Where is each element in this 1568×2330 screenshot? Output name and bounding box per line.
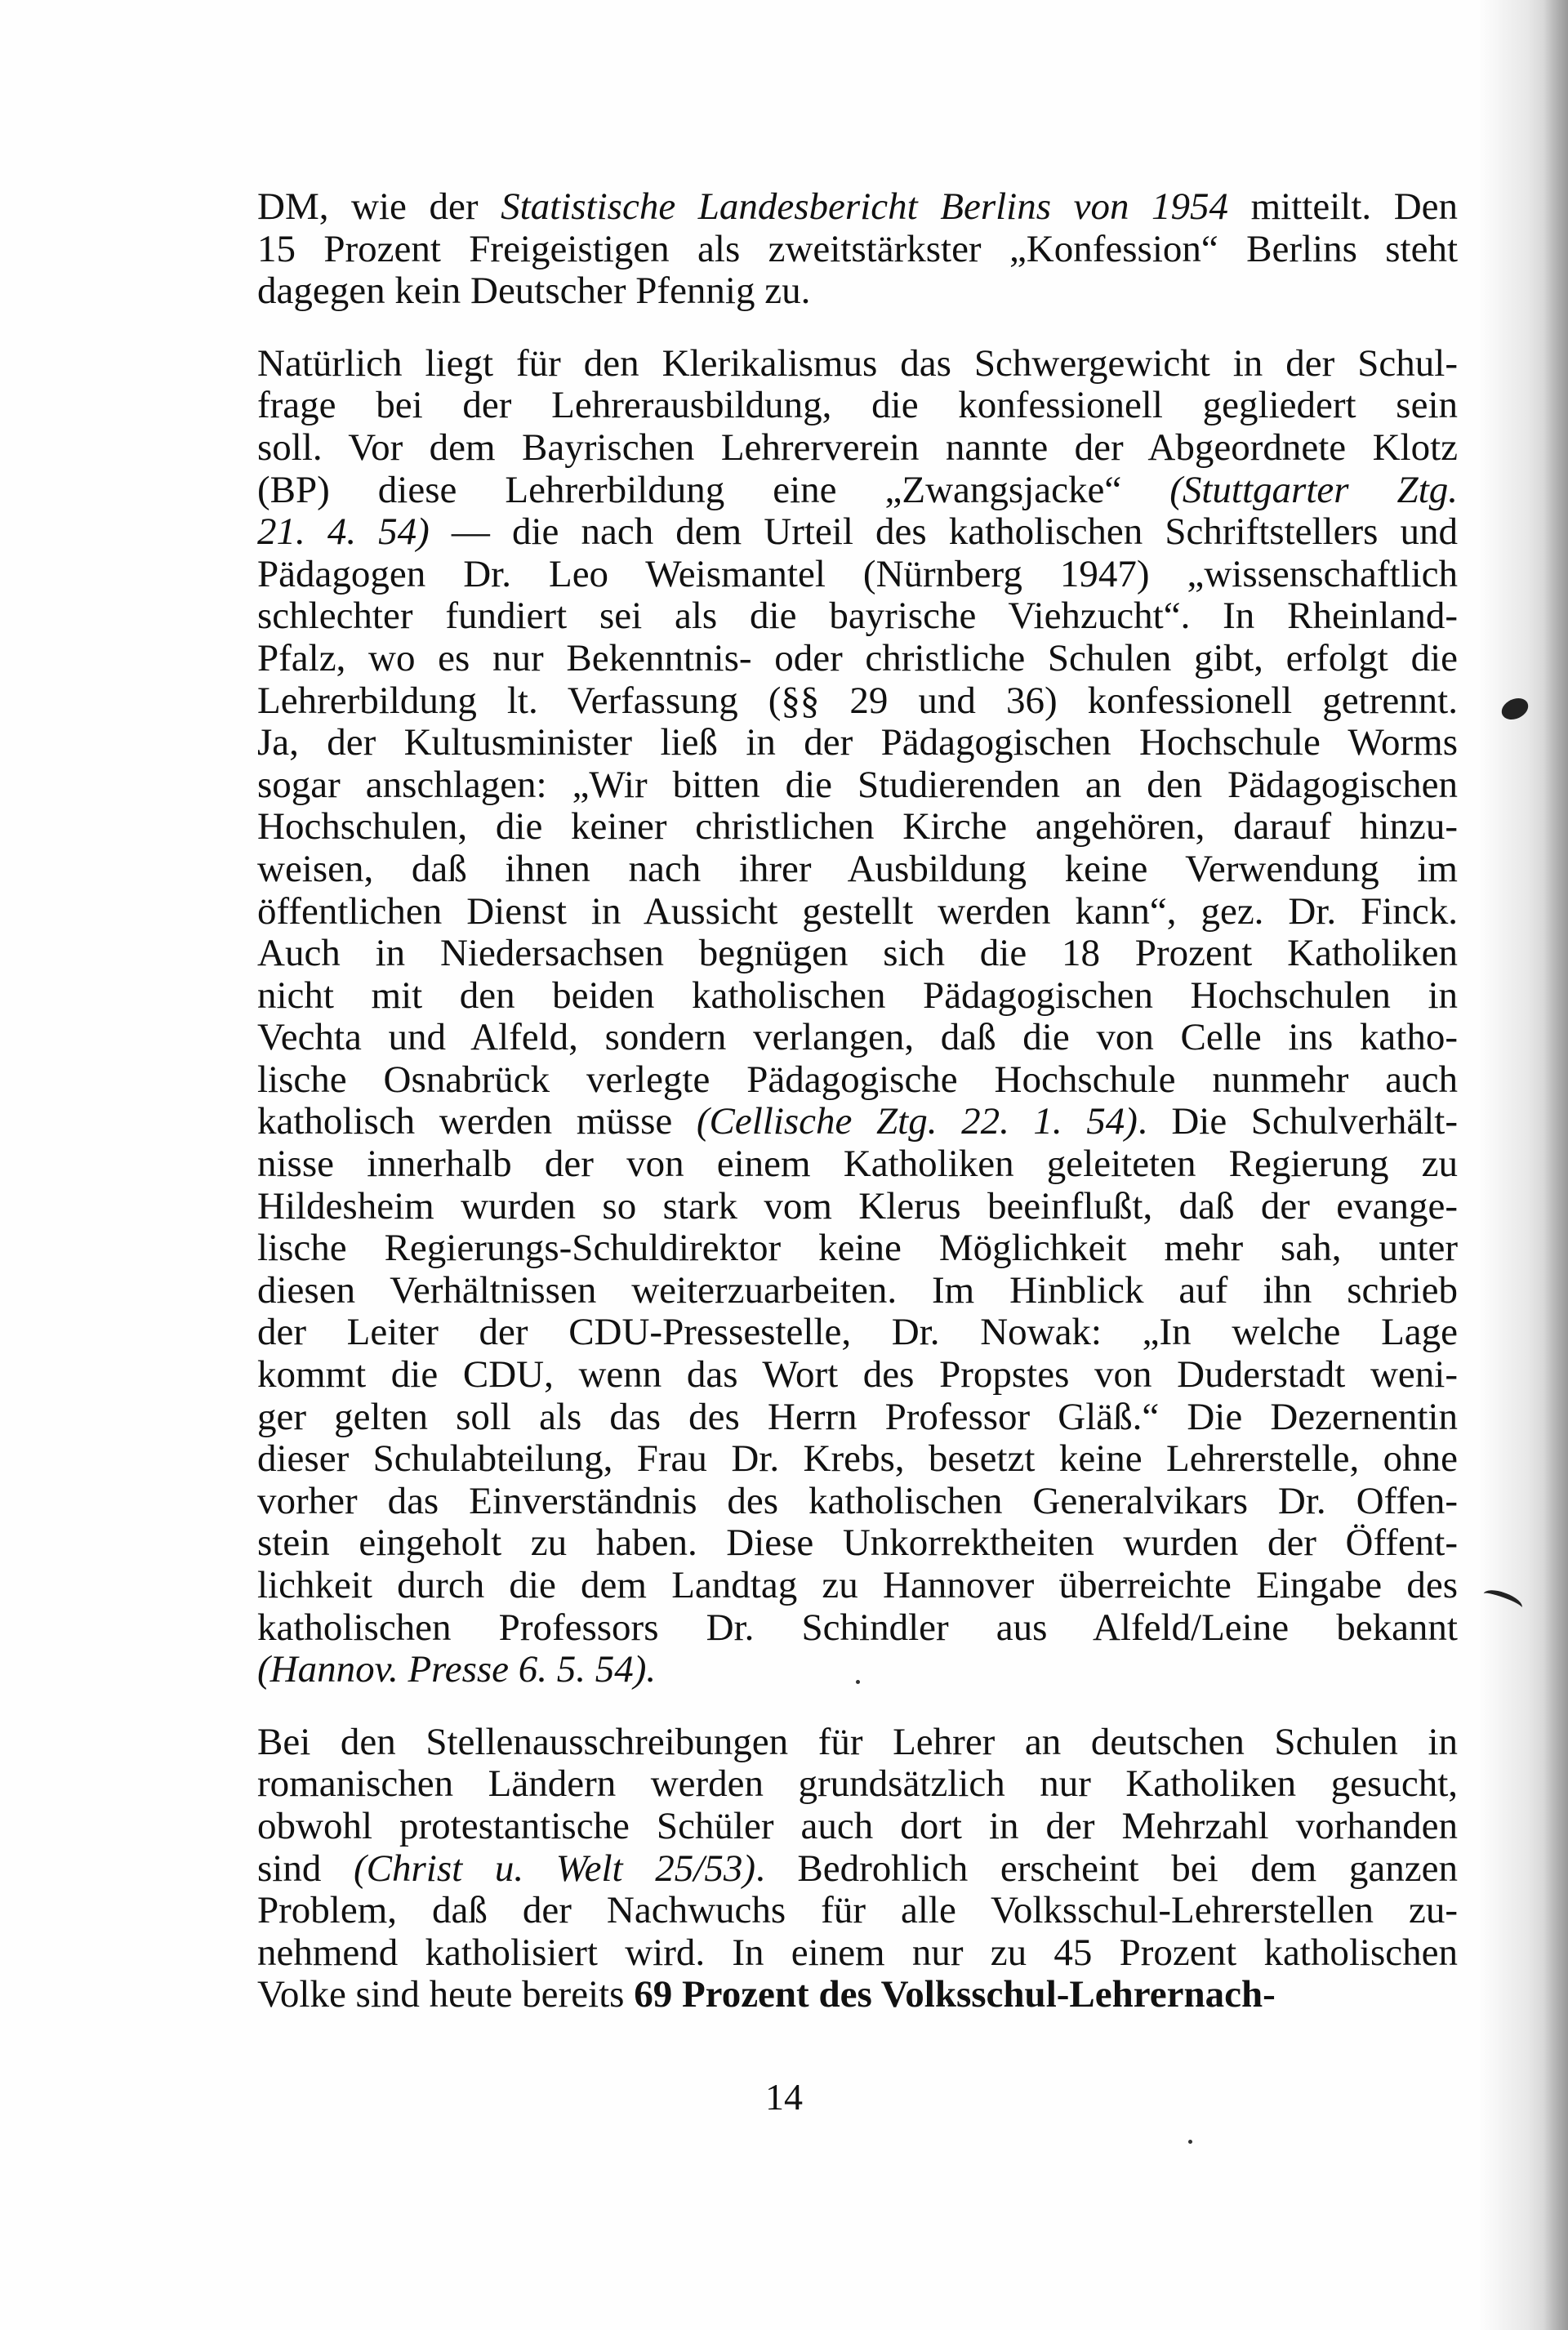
- text-line: [257, 343, 1458, 385]
- text-line: [257, 1017, 1458, 1059]
- text-segment: lische Osnabrück verlegte Pädagogische Hochschule nunmehr auch: [257, 1058, 1458, 1101]
- text-line: [257, 1890, 1458, 1932]
- text-line: [257, 1438, 1458, 1481]
- italic-text: 21. 4. 54): [257, 510, 430, 554]
- body-text: [257, 186, 1458, 2016]
- text-segment: nicht mit den beiden katholischen Pädagogischen Hochschulen in: [257, 973, 1458, 1017]
- italic-text: (Cellische Ztg. 22. 1. 54): [696, 1100, 1138, 1143]
- text-line: [257, 1481, 1458, 1523]
- text-segment: Pfalz, wo es nur Bekenntnis- oder christliche Schulen gibt, erfolgt die: [257, 636, 1458, 679]
- text-line: [257, 1186, 1458, 1228]
- text-segment: sogar anschlagen: „Wir bitten die Studierenden an den Pädagogischen: [257, 763, 1458, 806]
- text-line: [257, 1270, 1458, 1312]
- text-segment: der Leiter der CDU-Pressestelle, Dr. Nowak: „In welche Lage: [257, 1311, 1458, 1354]
- bold-text: 69 Prozent des Volksschul-Lehrernach-: [634, 1973, 1276, 2016]
- text-segment: Natürlich liegt für den Klerikalismus das Schwergewicht in der Schul-: [257, 341, 1458, 385]
- text-line: [257, 1806, 1458, 1848]
- text-segment: dieser Schulabteilung, Frau Dr. Krebs, besetzt keine Lehrerstelle, ohne: [257, 1437, 1458, 1481]
- text-line: [257, 427, 1458, 470]
- text-line: [257, 1932, 1458, 1975]
- text-segment: . Die Schulverhält-: [1137, 1100, 1458, 1143]
- text-line: [257, 1101, 1458, 1143]
- text-line: [257, 722, 1458, 764]
- text-line: [257, 1354, 1458, 1397]
- text-segment: romanischen Ländern werden grundsätzlich nur Katholiken gesucht,: [257, 1762, 1458, 1806]
- text-segment: Problem, daß der Nachwuchs für alle Volksschul-Lehrerstellen zu-: [257, 1889, 1458, 1932]
- text-segment: Vechta und Alfeld, sondern verlangen, daß die von Celle ins katho-: [257, 1016, 1458, 1059]
- text-line: [257, 511, 1458, 554]
- text-line: [257, 680, 1458, 723]
- text-line: [257, 933, 1458, 975]
- text-segment: . Bedrohlich erscheint bei dem ganzen: [755, 1847, 1458, 1890]
- text-segment: nisse innerhalb der von einem Katholiken geleiteten Regierung zu: [257, 1143, 1458, 1186]
- text-segment: obwohl protestantische Schüler auch dort in der Mehrzahl vorhanden: [257, 1804, 1458, 1847]
- paragraph: [257, 343, 1458, 1691]
- text-segment: weisen, daß ihnen nach ihrer Ausbildung keine Verwendung im: [257, 847, 1458, 890]
- text-segment: Hildesheim wurden so stark vom Klerus beeinflußt, daß der evange-: [257, 1184, 1458, 1227]
- text-line: [257, 1607, 1458, 1650]
- text-segment: frage bei der Lehrerausbildung, die konfessionell gegliedert sein: [257, 384, 1458, 427]
- text-line: [257, 1763, 1458, 1806]
- text-segment: 15 Prozent Freigeistigen als zweitstärkster „Konfession“ Berlins steht: [257, 227, 1458, 270]
- text-segment: katholisch werden müsse: [257, 1100, 697, 1143]
- text-line: [257, 1227, 1458, 1270]
- text-line: [257, 1649, 1458, 1691]
- text-line: [257, 638, 1458, 680]
- text-segment: lichkeit durch die dem Landtag zu Hannover überreichte Eingabe des: [257, 1564, 1458, 1606]
- text-line: [257, 270, 1458, 313]
- text-segment: lische Regierungs-Schuldirektor keine Möglichkeit mehr sah, unter: [257, 1227, 1458, 1270]
- text-line: [257, 186, 1458, 229]
- italic-text: (Stuttgarter Ztg.: [1169, 468, 1459, 511]
- italic-text: (Christ u. Welt 25/53): [354, 1847, 755, 1890]
- paragraph: [257, 1722, 1458, 2016]
- text-segment: nehmend katholisiert wird. In einem nur zu 45 Prozent katholischen: [257, 1931, 1458, 1974]
- text-segment: Volke sind heute bereits: [257, 1973, 635, 2016]
- text-line: [257, 554, 1458, 596]
- page-edge-dark: [1544, 0, 1568, 2330]
- paragraph: [257, 186, 1458, 313]
- text-line: [257, 470, 1458, 512]
- text-segment: (BP) diese Lehrerbildung eine „Zwangsjacke“: [257, 468, 1170, 511]
- scan-speck: [1188, 2140, 1192, 2144]
- text-line: [257, 806, 1458, 849]
- text-segment: diesen Verhältnissen weiterzuarbeiten. Im Hinblick auf ihn schrieb: [257, 1268, 1458, 1312]
- text-segment: kommt die CDU, wenn das Wort des Propstes von Duderstadt weni-: [257, 1353, 1458, 1397]
- text-line: [257, 1059, 1458, 1102]
- italic-text: Statistische Landesbericht Berlins von 1954: [501, 185, 1229, 228]
- italic-text: (Hannov. Presse 6. 5. 54).: [257, 1648, 657, 1691]
- text-line: [257, 1722, 1458, 1764]
- text-line: [257, 849, 1458, 891]
- text-segment: Ja, der Kultusminister ließ in der Pädagogischen Hochschule Worms: [257, 721, 1458, 764]
- text-line: [257, 385, 1458, 427]
- text-segment: Auch in Niedersachsen begnügen sich die 18 Prozent Katholiken: [257, 932, 1458, 975]
- text-segment: Lehrerbildung lt. Verfassung (§§ 29 und 36) konfessionell getrennt.: [257, 679, 1458, 722]
- text-segment: schlechter fundiert sei als die bayrische Viehzucht“. In Rheinland-: [257, 595, 1458, 638]
- text-segment: öffentlichen Dienst in Aussicht gestellt werden kann“, gez. Dr. Finck.: [257, 889, 1458, 933]
- text-segment: — die nach dem Urteil des katholischen Schriftstellers und: [429, 510, 1459, 554]
- text-line: [257, 1143, 1458, 1186]
- text-line: [257, 1312, 1458, 1354]
- text-line: [257, 595, 1458, 638]
- text-segment: Hochschulen, die keiner christlichen Kirche angehören, darauf hinzu-: [257, 805, 1458, 849]
- text-segment: stein eingeholt zu haben. Diese Unkorrektheiten wurden der Öffent-: [257, 1521, 1458, 1565]
- text-segment: mitteilt. Den: [1228, 185, 1459, 228]
- text-line: [257, 764, 1458, 807]
- text-line: [257, 1565, 1458, 1607]
- text-line: [257, 975, 1458, 1018]
- text-line: [257, 1522, 1458, 1565]
- text-line: [257, 891, 1458, 933]
- text-segment: DM, wie der: [257, 185, 501, 228]
- page-number: 14: [765, 2076, 803, 2118]
- text-segment: katholischen Professors Dr. Schindler aus Alfeld/Leine bekannt: [257, 1606, 1458, 1649]
- text-line: [257, 1848, 1458, 1891]
- text-segment: vorher das Einverständnis des katholischen Generalvikars Dr. Offen-: [257, 1479, 1458, 1522]
- text-line: [257, 1397, 1458, 1439]
- text-segment: dagegen kein Deutscher Pfennig zu.: [257, 270, 811, 313]
- text-segment: soll. Vor dem Bayrischen Lehrerverein nannte der Abgeordnete Klotz: [257, 425, 1458, 469]
- text-segment: Bei den Stellenausschreibungen für Lehrer an deutschen Schulen in: [257, 1720, 1458, 1763]
- text-segment: ger gelten soll als das des Herrn Professor Gläß.“ Die Dezernentin: [257, 1395, 1458, 1438]
- text-segment: sind: [257, 1847, 354, 1890]
- text-line: [257, 1974, 1458, 2016]
- text-line: [257, 229, 1458, 271]
- text-segment: Pädagogen Dr. Leo Weismantel (Nürnberg 1947) „wissenschaftlich: [257, 552, 1458, 595]
